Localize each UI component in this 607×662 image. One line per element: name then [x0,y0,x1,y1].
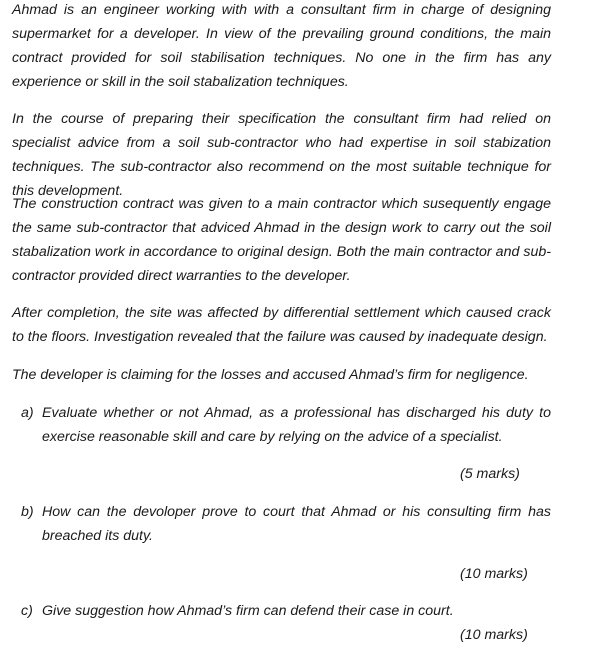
question-b-text: How can the devoloper prove to court that Ahmad or his consulting firm has breached its duty. [42,504,551,544]
question-c-marks: (10 marks) [460,627,528,643]
question-c-label: c) [21,603,33,619]
scenario-paragraph-1: Ahmad is an engineer working with with a consultant firm in charge of designing supermarket for a developer. In view of the prevailing ground conditions, the main contract provided for soil stabilisation techniques. No one in the firm has any experience or skill in the soil stabalization techniques. [12,2,551,90]
question-b-label: b) [21,504,34,520]
scenario-paragraph-5: The developer is claiming for the losses and accused Ahmad’s firm for negligence. [12,367,529,383]
question-a-label: a) [21,405,34,421]
question-a-marks: (5 marks) [460,466,520,482]
question-b-marks: (10 marks) [460,566,528,582]
question-c [21,599,551,623]
scenario-paragraph-4: After completion, the site was affected by differential settlement which caused crack to the floors. Investigation revealed that the failure was caused by inadequate design. [12,305,551,345]
question-a [21,401,551,449]
scenario-paragraph-2: In the course of preparing their specification the consultant firm had relied on specialist advice from a soil sub-contractor who had expertise in soil stabization techniques. The sub-contractor also recommend on the most suitable technique for this development. [12,111,551,199]
question-b [21,500,551,548]
question-c-text: Give suggestion how Ahmad’s firm can defend their case in court. [42,603,454,619]
question-a-text: Evaluate whether or not Ahmad, as a professional has discharged his duty to exercise reasonable skill and care by relying on the advice of a specialist. [42,405,551,445]
scenario-paragraph-3: The construction contract was given to a main contractor which susequently engage the same sub-contractor that adviced Ahmad in the design work to carry out the soil stabalization work in accordance to original design. Both the main contractor and sub-contractor provided direct warranties to the developer. [12,196,551,284]
